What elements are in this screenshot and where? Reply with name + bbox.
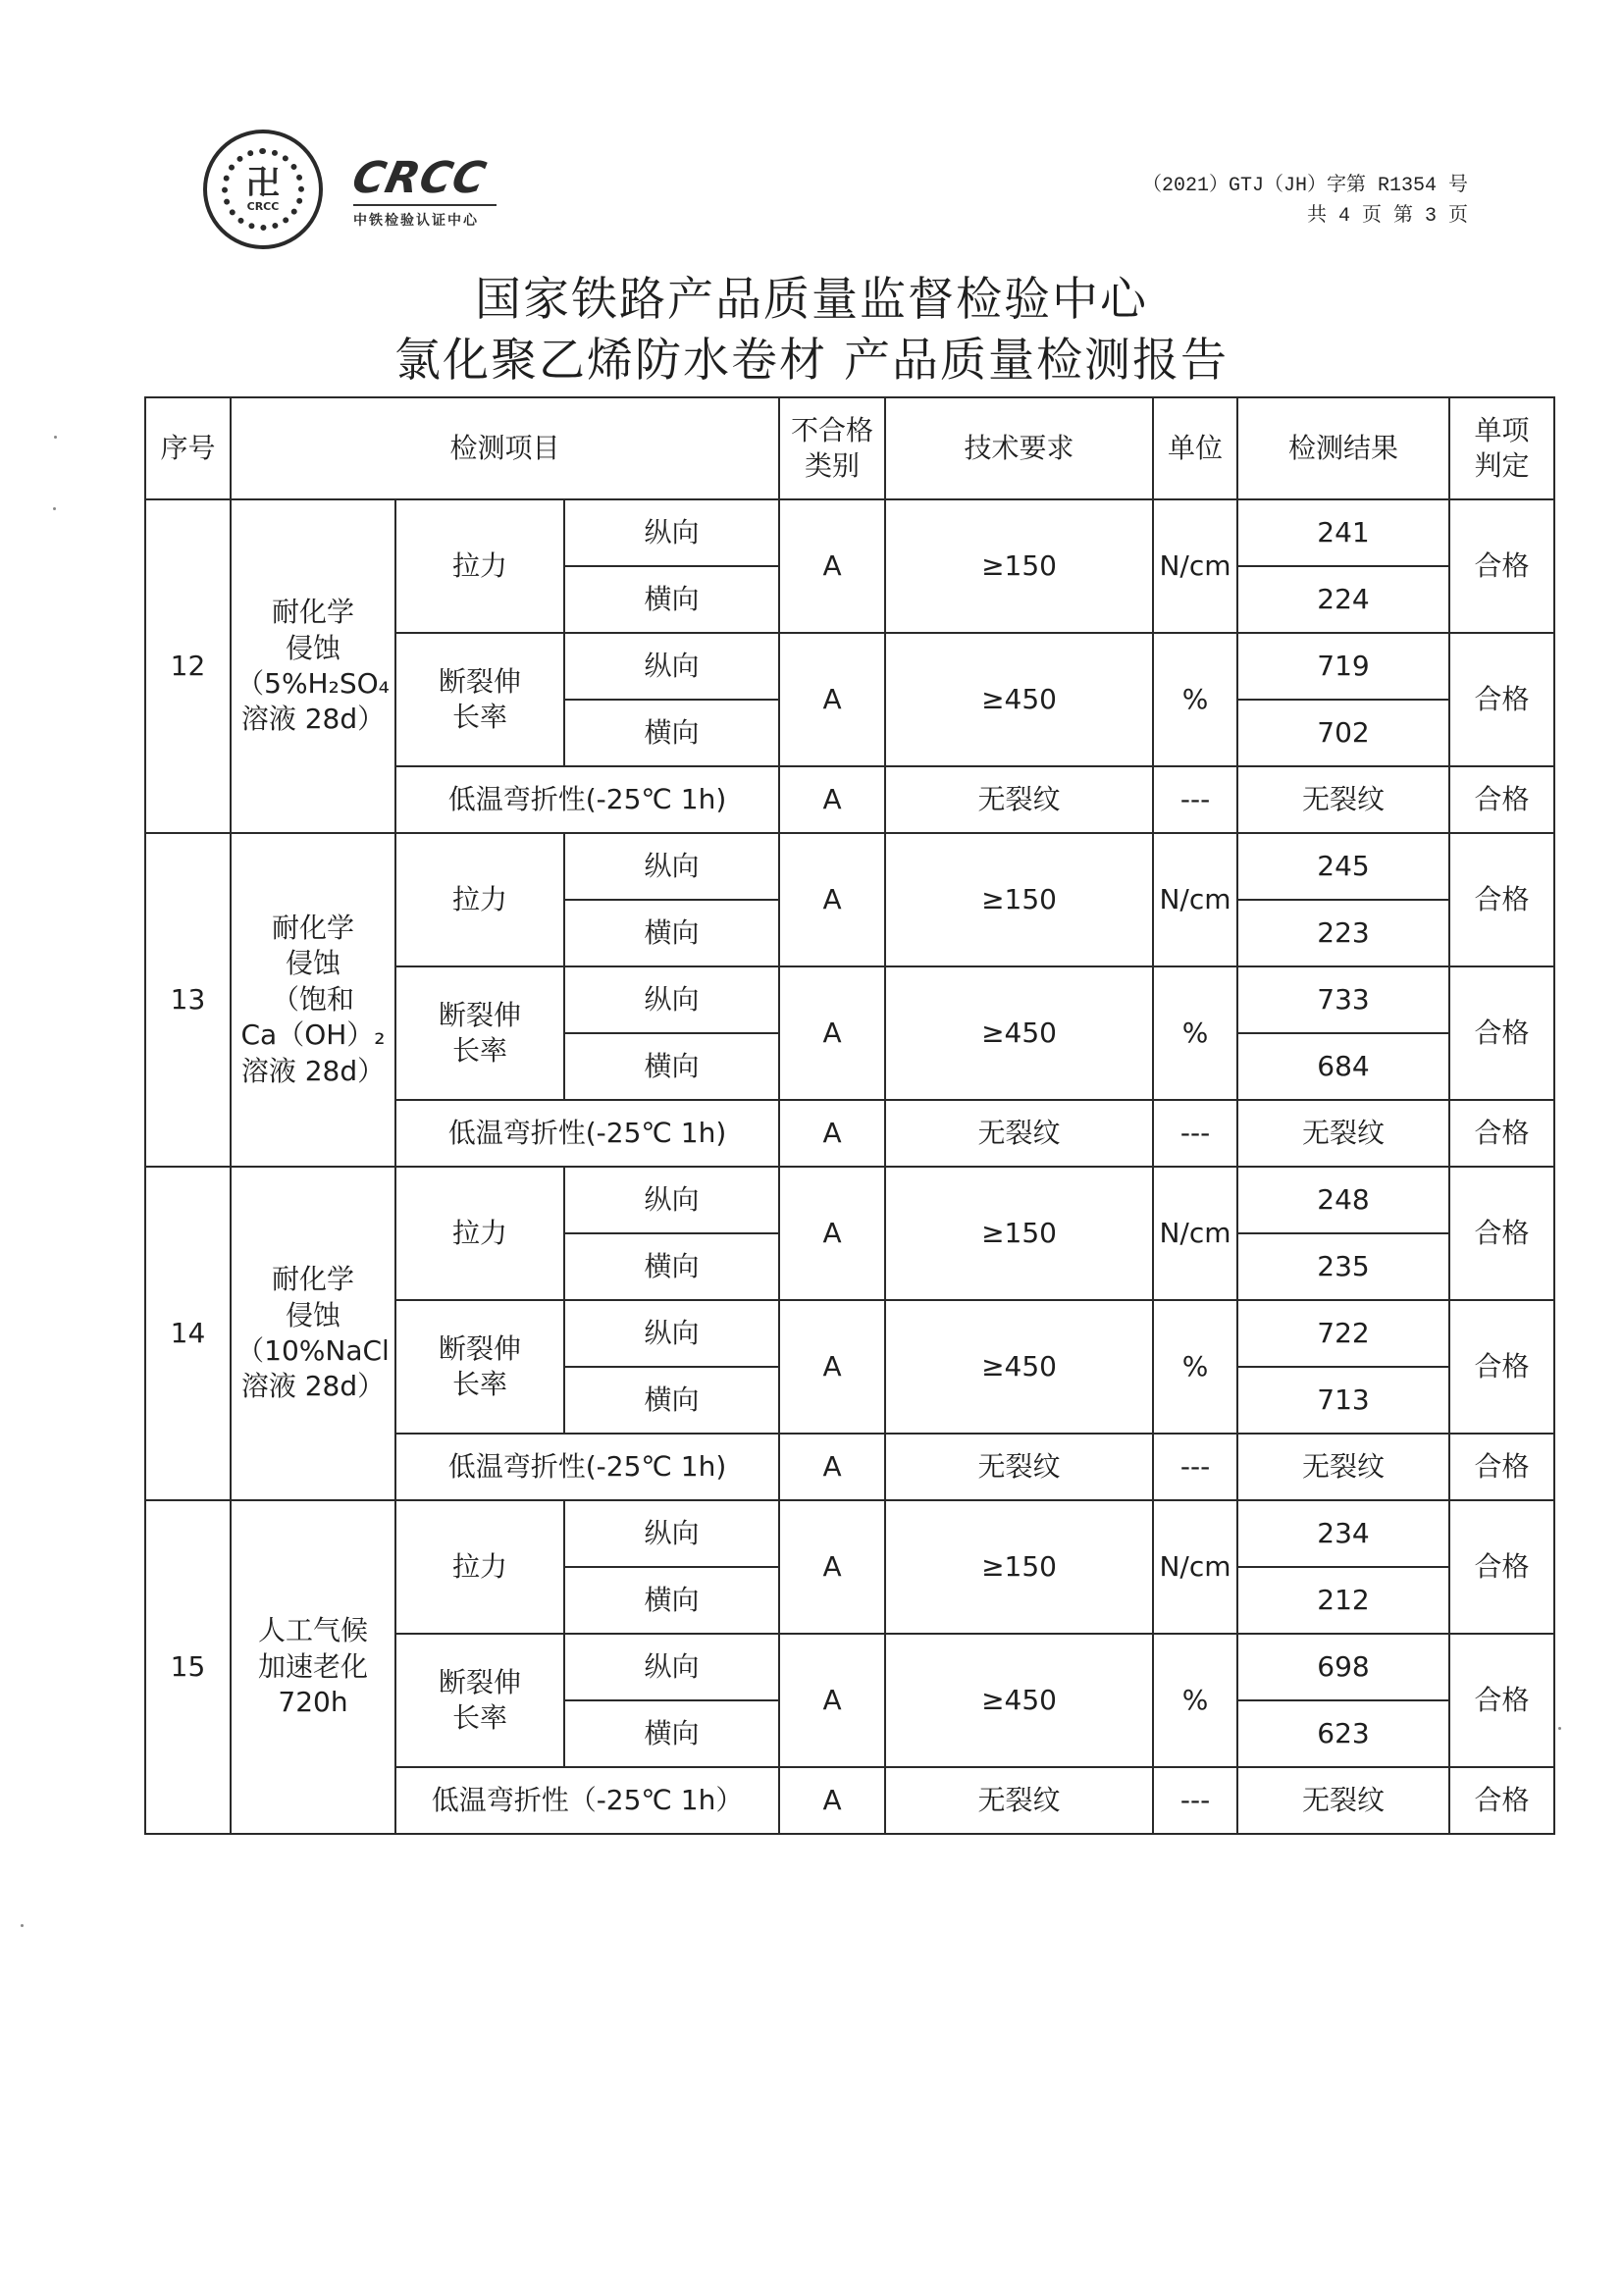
direction-cell: 横向 [564,900,779,966]
seal-inner-ring [222,148,304,231]
result-cell: 234 [1237,1500,1449,1567]
cold-bend-label-cell: 低温弯折性(-25℃ 1h) [395,1434,779,1500]
result-cell: 623 [1237,1700,1449,1767]
verdict-cell: 合格 [1449,1300,1554,1434]
col-header-seq: 序号 [145,397,231,499]
category-cell: A [779,1634,885,1767]
tensile-label-cell: 拉力 [395,1167,564,1300]
page-indicator: 共 4 页 第 3 页 [1306,205,1468,228]
item-desc-line: （饱和 [271,982,354,1016]
col-header-nonconformity [779,397,885,499]
unit-cell: N/cm [1153,1167,1237,1300]
cold-bend-label-cell: 低温弯折性（-25℃ 1h） [395,1767,779,1834]
elongation-label-line1: 断裂伸 [438,998,521,1031]
unit-cell: --- [1153,766,1237,833]
unit-cell: % [1153,966,1237,1100]
table-row [145,1167,1554,1233]
item-desc-line: 侵蚀 [285,631,340,664]
category-cell: A [779,1767,885,1834]
direction-cell: 横向 [564,1033,779,1100]
table-row [145,499,1554,566]
result-cell: 698 [1237,1634,1449,1700]
unit-cell: --- [1153,1767,1237,1834]
category-cell: A [779,1434,885,1500]
item-desc-line: 侵蚀 [285,947,340,980]
direction-cell: 纵向 [564,1634,779,1700]
verdict-cell: 合格 [1449,499,1554,633]
verdict-cell: 合格 [1449,1434,1554,1500]
tensile-label-cell: 拉力 [395,833,564,966]
report-title: 氯化聚乙烯防水卷材 产品质量检测报告 [394,334,1229,388]
col-header-item: 检测项目 [231,397,779,499]
result-cell: 241 [1237,499,1449,566]
tensile-label-cell: 拉力 [395,1500,564,1634]
item-condition-cell [231,1500,395,1834]
elongation-label-line1: 断裂伸 [438,1665,521,1698]
direction-cell: 横向 [564,1567,779,1634]
seq-cell: 15 [145,1500,231,1834]
col-header-verdict-line1: 单项 [1474,413,1530,446]
verdict-cell: 合格 [1449,766,1554,833]
elongation-label-cell [395,1300,564,1434]
brand-wordmark: CRCC [347,153,492,203]
direction-cell: 横向 [564,700,779,766]
item-desc-line: 溶液 28d） [240,1054,386,1087]
seal-emblem-icon: 卍 [246,163,280,203]
seq-cell: 14 [145,1167,231,1500]
cold-bend-label-cell: 低温弯折性(-25℃ 1h) [395,766,779,833]
brand-subtitle: 中铁检验认证中心 [353,213,479,229]
direction-cell: 纵向 [564,1300,779,1367]
result-cell: 无裂纹 [1237,1434,1449,1500]
elongation-label-line2: 长率 [451,1034,507,1067]
result-cell: 702 [1237,700,1449,766]
requirement-cell: ≥150 [885,1167,1153,1300]
verdict-cell: 合格 [1449,966,1554,1100]
item-desc-line: Ca（OH）₂ [240,1018,386,1052]
direction-cell: 纵向 [564,633,779,700]
requirement-cell: ≥150 [885,833,1153,966]
item-desc-line: （10%NaCl [236,1334,390,1367]
category-cell: A [779,766,885,833]
verdict-cell: 合格 [1449,1634,1554,1767]
result-cell: 713 [1237,1367,1449,1434]
requirement-cell: 无裂纹 [885,1100,1153,1167]
category-cell: A [779,1300,885,1434]
direction-cell: 横向 [564,1367,779,1434]
requirement-cell: 无裂纹 [885,1434,1153,1500]
crcc-brand-logo [347,153,500,230]
item-desc-line: 溶液 28d） [240,703,386,736]
result-cell: 无裂纹 [1237,766,1449,833]
result-cell: 无裂纹 [1237,1100,1449,1167]
unit-cell: N/cm [1153,499,1237,633]
requirement-cell: ≥150 [885,1500,1153,1634]
item-desc-line: 耐化学 [271,1263,354,1296]
col-header-nonconformity-line1: 不合格 [791,413,874,446]
result-cell: 245 [1237,833,1449,900]
unit-cell: % [1153,1634,1237,1767]
verdict-cell: 合格 [1449,1500,1554,1634]
result-cell: 684 [1237,1033,1449,1100]
table-row [145,1500,1554,1567]
result-cell: 719 [1237,633,1449,700]
col-header-result: 检测结果 [1237,397,1449,499]
scan-speck [1558,1727,1561,1730]
organization-title: 国家铁路产品质量监督检验中心 [475,273,1148,327]
scan-speck [21,1924,24,1927]
verdict-cell: 合格 [1449,1767,1554,1834]
table-header-row [145,397,1554,499]
verdict-cell: 合格 [1449,633,1554,766]
result-cell: 722 [1237,1300,1449,1367]
seq-cell: 13 [145,833,231,1167]
unit-cell: --- [1153,1100,1237,1167]
col-header-nonconformity-line2: 类别 [805,449,861,482]
result-cell: 223 [1237,900,1449,966]
unit-cell: % [1153,633,1237,766]
result-cell: 224 [1237,566,1449,633]
unit-cell: N/cm [1153,1500,1237,1634]
direction-cell: 纵向 [564,499,779,566]
scan-speck [54,436,57,439]
col-header-verdict [1449,397,1554,499]
elongation-label-cell [395,966,564,1100]
requirement-cell: ≥450 [885,966,1153,1100]
direction-cell: 纵向 [564,833,779,900]
result-cell: 248 [1237,1167,1449,1233]
elongation-label-line2: 长率 [451,1701,507,1734]
unit-cell: % [1153,1300,1237,1434]
item-desc-line: 720h [278,1686,348,1719]
category-cell: A [779,833,885,966]
verdict-cell: 合格 [1449,1167,1554,1300]
unit-cell: --- [1153,1434,1237,1500]
category-cell: A [779,1100,885,1167]
requirement-cell: ≥450 [885,1300,1153,1434]
item-desc-line: 人工气候 [257,1614,368,1647]
category-cell: A [779,966,885,1100]
test-results-table [144,396,1555,1835]
verdict-cell: 合格 [1449,1100,1554,1167]
col-header-requirement: 技术要求 [885,397,1153,499]
direction-cell: 纵向 [564,1500,779,1567]
direction-cell: 纵向 [564,1167,779,1233]
cold-bend-label-cell: 低温弯折性(-25℃ 1h) [395,1100,779,1167]
result-cell: 235 [1237,1233,1449,1300]
direction-cell: 横向 [564,1233,779,1300]
result-cell: 733 [1237,966,1449,1033]
item-condition-cell [231,1167,395,1500]
elongation-label-cell [395,633,564,766]
report-number: （2021）GTJ（JH）字第 R1354 号 [1141,175,1468,197]
brand-divider [353,204,497,206]
direction-cell: 横向 [564,1700,779,1767]
result-cell: 212 [1237,1567,1449,1634]
requirement-cell: 无裂纹 [885,1767,1153,1834]
col-header-verdict-line2: 判定 [1474,449,1530,482]
item-desc-line: 溶液 28d） [240,1370,386,1403]
col-header-unit: 单位 [1153,397,1237,499]
elongation-label-cell [395,1634,564,1767]
requirement-cell: ≥450 [885,633,1153,766]
verdict-cell: 合格 [1449,833,1554,966]
requirement-cell: ≥450 [885,1634,1153,1767]
unit-cell: N/cm [1153,833,1237,966]
item-desc-line: 耐化学 [271,912,354,945]
direction-cell: 横向 [564,566,779,633]
seq-cell: 12 [145,499,231,833]
requirement-cell: ≥150 [885,499,1153,633]
requirement-cell: 无裂纹 [885,766,1153,833]
scan-speck [53,507,56,510]
item-desc-line: 耐化学 [271,596,354,629]
category-cell: A [779,633,885,766]
category-cell: A [779,499,885,633]
result-cell: 无裂纹 [1237,1767,1449,1834]
direction-cell: 纵向 [564,966,779,1033]
category-cell: A [779,1167,885,1300]
item-desc-line: 侵蚀 [285,1298,340,1331]
document-number-block [1142,171,1468,232]
category-cell: A [779,1500,885,1634]
elongation-label-line1: 断裂伸 [438,664,521,698]
elongation-label-line2: 长率 [451,701,507,733]
crcc-seal-logo [203,130,323,249]
elongation-label-line1: 断裂伸 [438,1331,521,1365]
item-condition-cell [231,833,395,1167]
item-condition-cell [231,499,395,833]
tensile-label-cell: 拉力 [395,499,564,633]
item-desc-line: 加速老化 [257,1649,368,1683]
elongation-label-line2: 长率 [451,1368,507,1400]
table-row [145,833,1554,900]
item-desc-line: （5%H₂SO₄ [236,667,390,700]
seal-bottom-text: CRCC [246,199,280,213]
